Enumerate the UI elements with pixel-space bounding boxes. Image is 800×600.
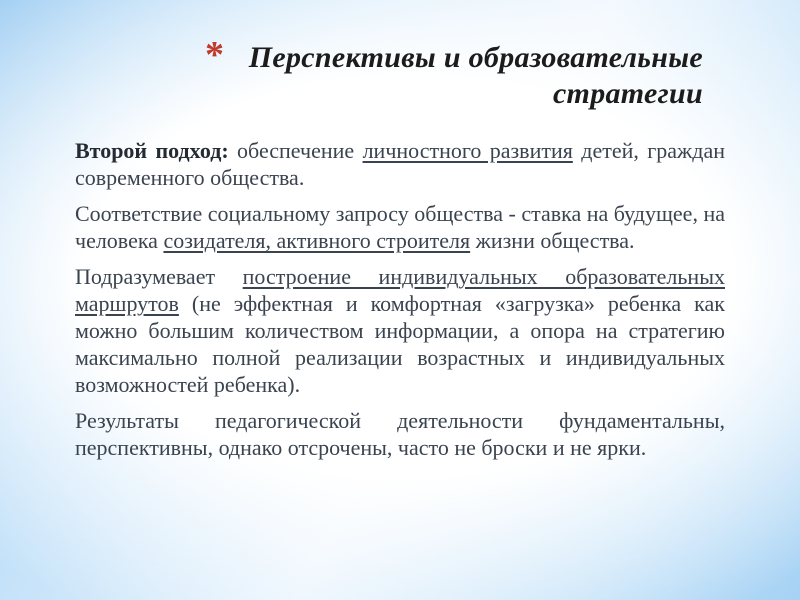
paragraph-individual-routes [75,263,725,398]
slide-title [205,34,703,112]
underlined-phrase: личностного развития [362,138,573,163]
paragraph-text: Результаты педагогической деятельности фундаментальны, перспективны, однако отсрочены, часто не броски и не ярки. [75,408,725,460]
paragraph-results [75,407,725,461]
paragraph-text: жизни общества. [470,228,635,253]
paragraph-social-demand [75,200,725,254]
slide-body [75,137,725,470]
slide-title-line1: Перспективы и образовательные [248,41,703,74]
slide-title-line2: стратегии [552,77,703,110]
paragraph-text: детей, граждан современного общества. [75,138,725,190]
paragraph-text: Соответствие социальному запросу общества - ставка на будущее, на человека [75,201,725,253]
paragraph-text: обеспечение [228,138,363,163]
underlined-phrase: построение индивидуальных образовательных маршрутов [75,264,725,316]
paragraph-text: (не эффектная и комфортная «загрузка» ребенка как можно большим количеством информации, а опора на стратегию максимально полной реализации возрастных и индивидуальных возможностей ребенка). [75,291,725,397]
underlined-phrase: созидателя, активного строителя [163,228,471,253]
paragraph-lead-bold: Второй подход: [75,138,229,163]
paragraph-text: Подразумевает [75,264,243,289]
paragraph-second-approach [75,137,725,191]
title-asterisk-bullet-icon: * [205,34,225,76]
